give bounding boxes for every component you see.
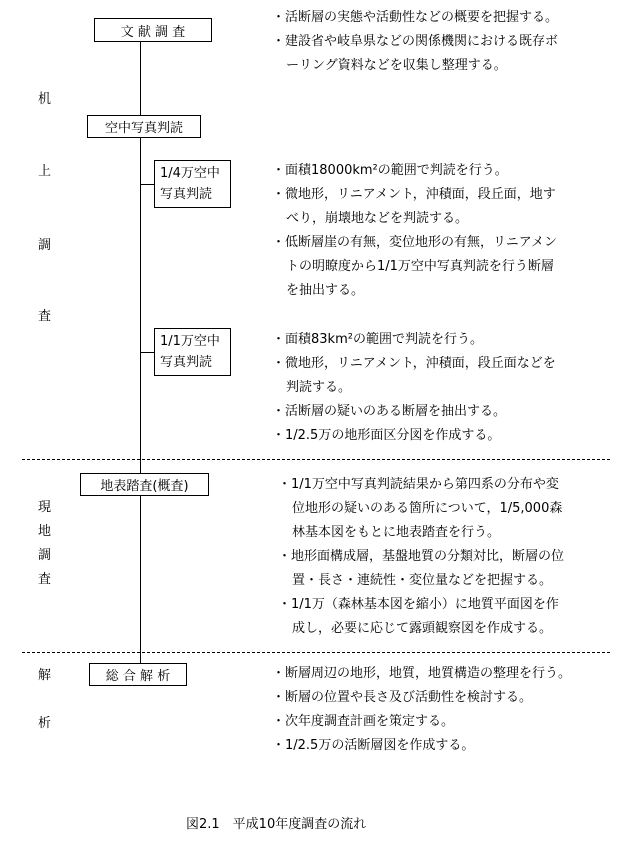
side-label-field-3: 調 bbox=[38, 548, 52, 563]
side-label-field-1: 現 bbox=[38, 500, 52, 515]
desc-item: ーリング資料などを収集し整理する。 bbox=[286, 58, 507, 73]
desc-item: ・活断層の疑いのある断層を抽出する。 bbox=[272, 404, 507, 419]
desc-item: ・1/1万（森林基本図を縮小）に地質平面図を作 bbox=[278, 597, 559, 612]
desc-item: ・断層周辺の地形，地質，地質構造の整理を行う。 bbox=[272, 666, 572, 681]
step-aerial-1-1-line-1: 1/1万空中 bbox=[160, 334, 220, 349]
desc-item: ・建設省や岐阜県などの関係機関における既存ボ bbox=[272, 34, 559, 49]
step-analysis: 総 合 解 析 bbox=[89, 663, 187, 686]
side-label-field-4: 査 bbox=[38, 572, 52, 587]
desc-item: 成し，必要に応じて露頭観察図を作成する。 bbox=[292, 621, 553, 636]
desc-item: 位地形の疑いのある箇所について，1/5,000森 bbox=[292, 501, 563, 516]
desc-item: を抽出する。 bbox=[286, 283, 365, 298]
desc-item: ・微地形，リニアメント，沖積面，段丘面などを bbox=[272, 356, 556, 371]
desc-item: ・地形面構成層，基盤地質の分類対比，断層の位 bbox=[278, 549, 565, 564]
step-aerial-photo: 空中写真判読 bbox=[87, 115, 201, 138]
side-label-field-2: 地 bbox=[38, 524, 52, 539]
side-label-desk-2: 上 bbox=[38, 164, 52, 179]
desc-literature bbox=[272, 6, 558, 78]
desc-item: ・1/1万空中写真判読結果から第四系の分布や変 bbox=[278, 477, 559, 492]
separator-desk-field bbox=[22, 459, 610, 460]
desc-item: ・断層の位置や長さ及び活動性を検討する。 bbox=[272, 690, 533, 705]
desc-item: ・次年度調査計画を策定する。 bbox=[272, 714, 455, 729]
desc-item: 林基本図をもとに地表踏査を行う。 bbox=[292, 525, 501, 540]
branch-line-1-4 bbox=[140, 184, 154, 185]
desc-item: ・低断層崖の有無，変位地形の有無，リニアメン bbox=[272, 235, 557, 250]
step-aerial-1-1-line-2: 写真判読 bbox=[160, 355, 213, 370]
side-label-desk-4: 査 bbox=[38, 309, 52, 324]
side-label-desk-3: 調 bbox=[38, 238, 52, 253]
desc-item: ・活断層の実態や活動性などの概要を把握する。 bbox=[272, 10, 559, 25]
desc-item: トの明瞭度から1/1万空中写真判読を行う断層 bbox=[286, 259, 554, 274]
step-literature-survey: 文 献 調 査 bbox=[94, 18, 212, 42]
separator-field-analysis bbox=[22, 652, 610, 653]
figure-caption: 図2.1 平成10年度調査の流れ bbox=[186, 817, 367, 832]
step-aerial-1-4 bbox=[154, 160, 231, 208]
side-label-analysis-2: 析 bbox=[38, 716, 52, 731]
step-field-survey: 地表踏査(概査) bbox=[80, 473, 209, 496]
step-aerial-1-1 bbox=[154, 328, 231, 376]
desc-item: ・微地形，リニアメント，沖積面，段丘面，地す bbox=[272, 187, 556, 202]
desc-item: ・1/2.5万の地形面区分図を作成する。 bbox=[272, 428, 501, 443]
step-aerial-1-4-line-2: 写真判読 bbox=[160, 187, 213, 202]
desc-item: 判読する。 bbox=[286, 380, 352, 395]
desc-item: ・面積18000km²の範囲で判読を行う。 bbox=[272, 163, 508, 178]
desc-item: べり，崩壊地などを判読する。 bbox=[286, 211, 469, 226]
side-label-analysis-1: 解 bbox=[38, 668, 52, 683]
desc-item: ・1/2.5万の活断層図を作成する。 bbox=[272, 738, 475, 753]
side-label-desk-1: 机 bbox=[38, 92, 52, 107]
desc-item: ・面積83km²の範囲で判読を行う。 bbox=[272, 332, 483, 347]
desc-aerial-1-4 bbox=[272, 159, 557, 303]
desc-field-survey bbox=[278, 473, 564, 641]
desc-aerial-1-1 bbox=[272, 328, 556, 448]
branch-line-1-1 bbox=[140, 352, 154, 353]
step-aerial-1-4-line-1: 1/4万空中 bbox=[160, 166, 220, 181]
desc-analysis bbox=[272, 662, 571, 758]
desc-item: 置・長さ・連続性・変位量などを把握する。 bbox=[292, 573, 553, 588]
